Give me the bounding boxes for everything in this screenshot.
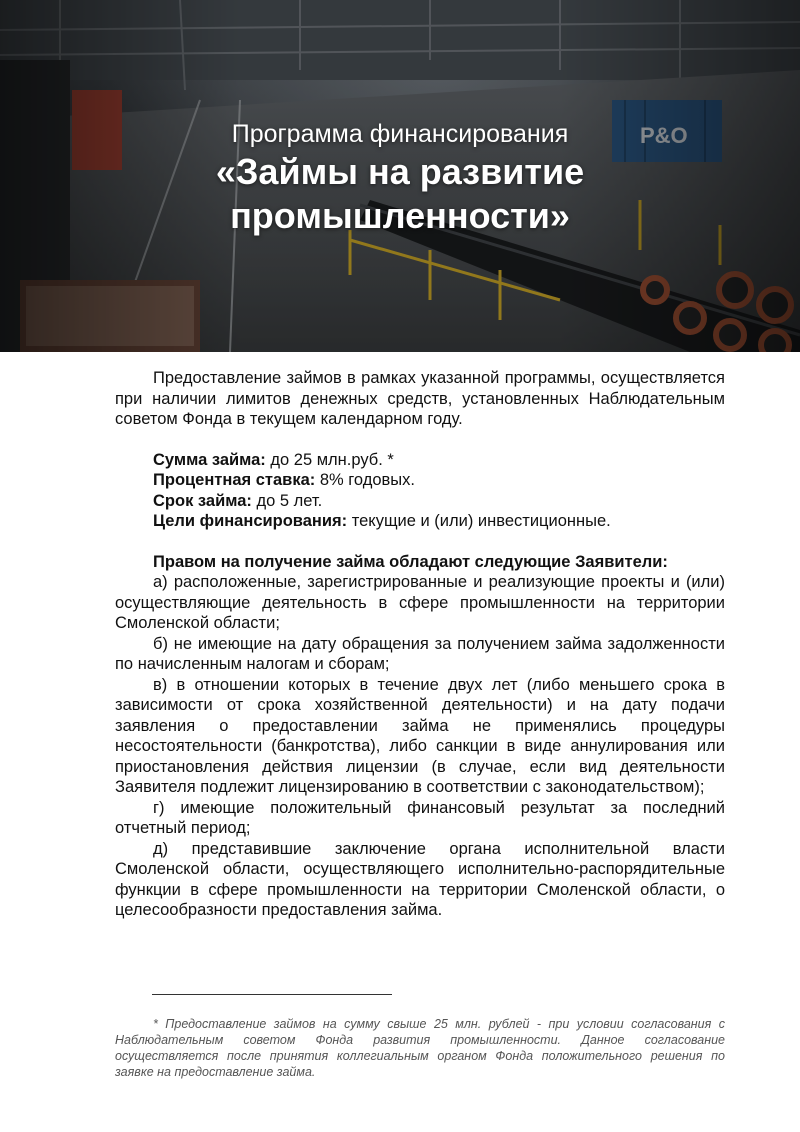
program-subtitle: Программа финансирования: [231, 120, 569, 148]
requirement-item-b: б) не имеющие на дату обращения за получением займа задолженности по начисленным налогам и сборам;: [115, 634, 725, 673]
term-value: до 25 млн.руб. *: [265, 450, 394, 469]
hero-banner: [0, 0, 800, 352]
term-label: Процентная ставка:: [153, 471, 316, 489]
term-loan-period: [115, 491, 725, 512]
requirements-heading: Правом на получение займа обладают следующие Заявители:: [153, 552, 668, 571]
term-loan-amount: [115, 450, 725, 471]
term-interest-rate: [115, 470, 725, 491]
program-title-line1: «Займы на развитие: [215, 151, 585, 192]
hero-title: [0, 118, 800, 238]
term-financing-purpose: [115, 511, 725, 532]
requirement-item-d: г) имеющие положительный финансовый результат за последний отчетный период;: [115, 798, 725, 837]
term-label: Сумма займа:: [153, 450, 266, 469]
footnote-divider: [152, 994, 392, 995]
requirement-item-e: д) представившие заключение органа исполнительной власти Смоленской области, осуществляющего исполнительно-распорядительные функции в сфере промышленности на территории Смоленской области, о целесообразности предоставления займа.: [115, 839, 725, 919]
requirement-item-c: в) в отношении которых в течение двух лет (либо меньшего срока в зависимости от срока хозяйственной деятельности) и на дату подачи заявления о предоставлении займа не применялись процедуры несостоятельности (банкротства), либо санкции в виде аннулирования или приостановления действия лицензии (в случае, если вид деятельности Заявителя подлежит лицензированию в соответствии с законодательством);: [115, 675, 725, 796]
term-value: 8% годовых.: [315, 471, 415, 489]
term-value: до 5 лет.: [251, 491, 323, 510]
requirement-item-a: а) расположенные, зарегистрированные и реализующие проекты и (или) осуществляющие деятельность в сфере промышленности на территории Смоленской области;: [115, 573, 725, 632]
term-label: Цели финансирования:: [153, 512, 348, 530]
term-label: Срок займа:: [153, 491, 252, 510]
program-title-line2: промышленности»: [230, 195, 570, 236]
document-body: [115, 368, 725, 921]
intro-paragraph: Предоставление займов в рамках указанной программы, осуществляется при наличии лимитов денежных средств, установленных Наблюдательным советом Фонда в текущем календарном году.: [115, 369, 725, 428]
footnote: * Предоставление займов на сумму свыше 25 млн. рублей - при условии согласования с Наблюдательным советом Фонда развития промышленности. Данное согласование осуществляется после принятия коллегиальным органом Фонда положительного решения по заявке на предоставление займа.: [115, 1016, 725, 1079]
term-value: текущие и (или) инвестиционные.: [347, 512, 611, 530]
